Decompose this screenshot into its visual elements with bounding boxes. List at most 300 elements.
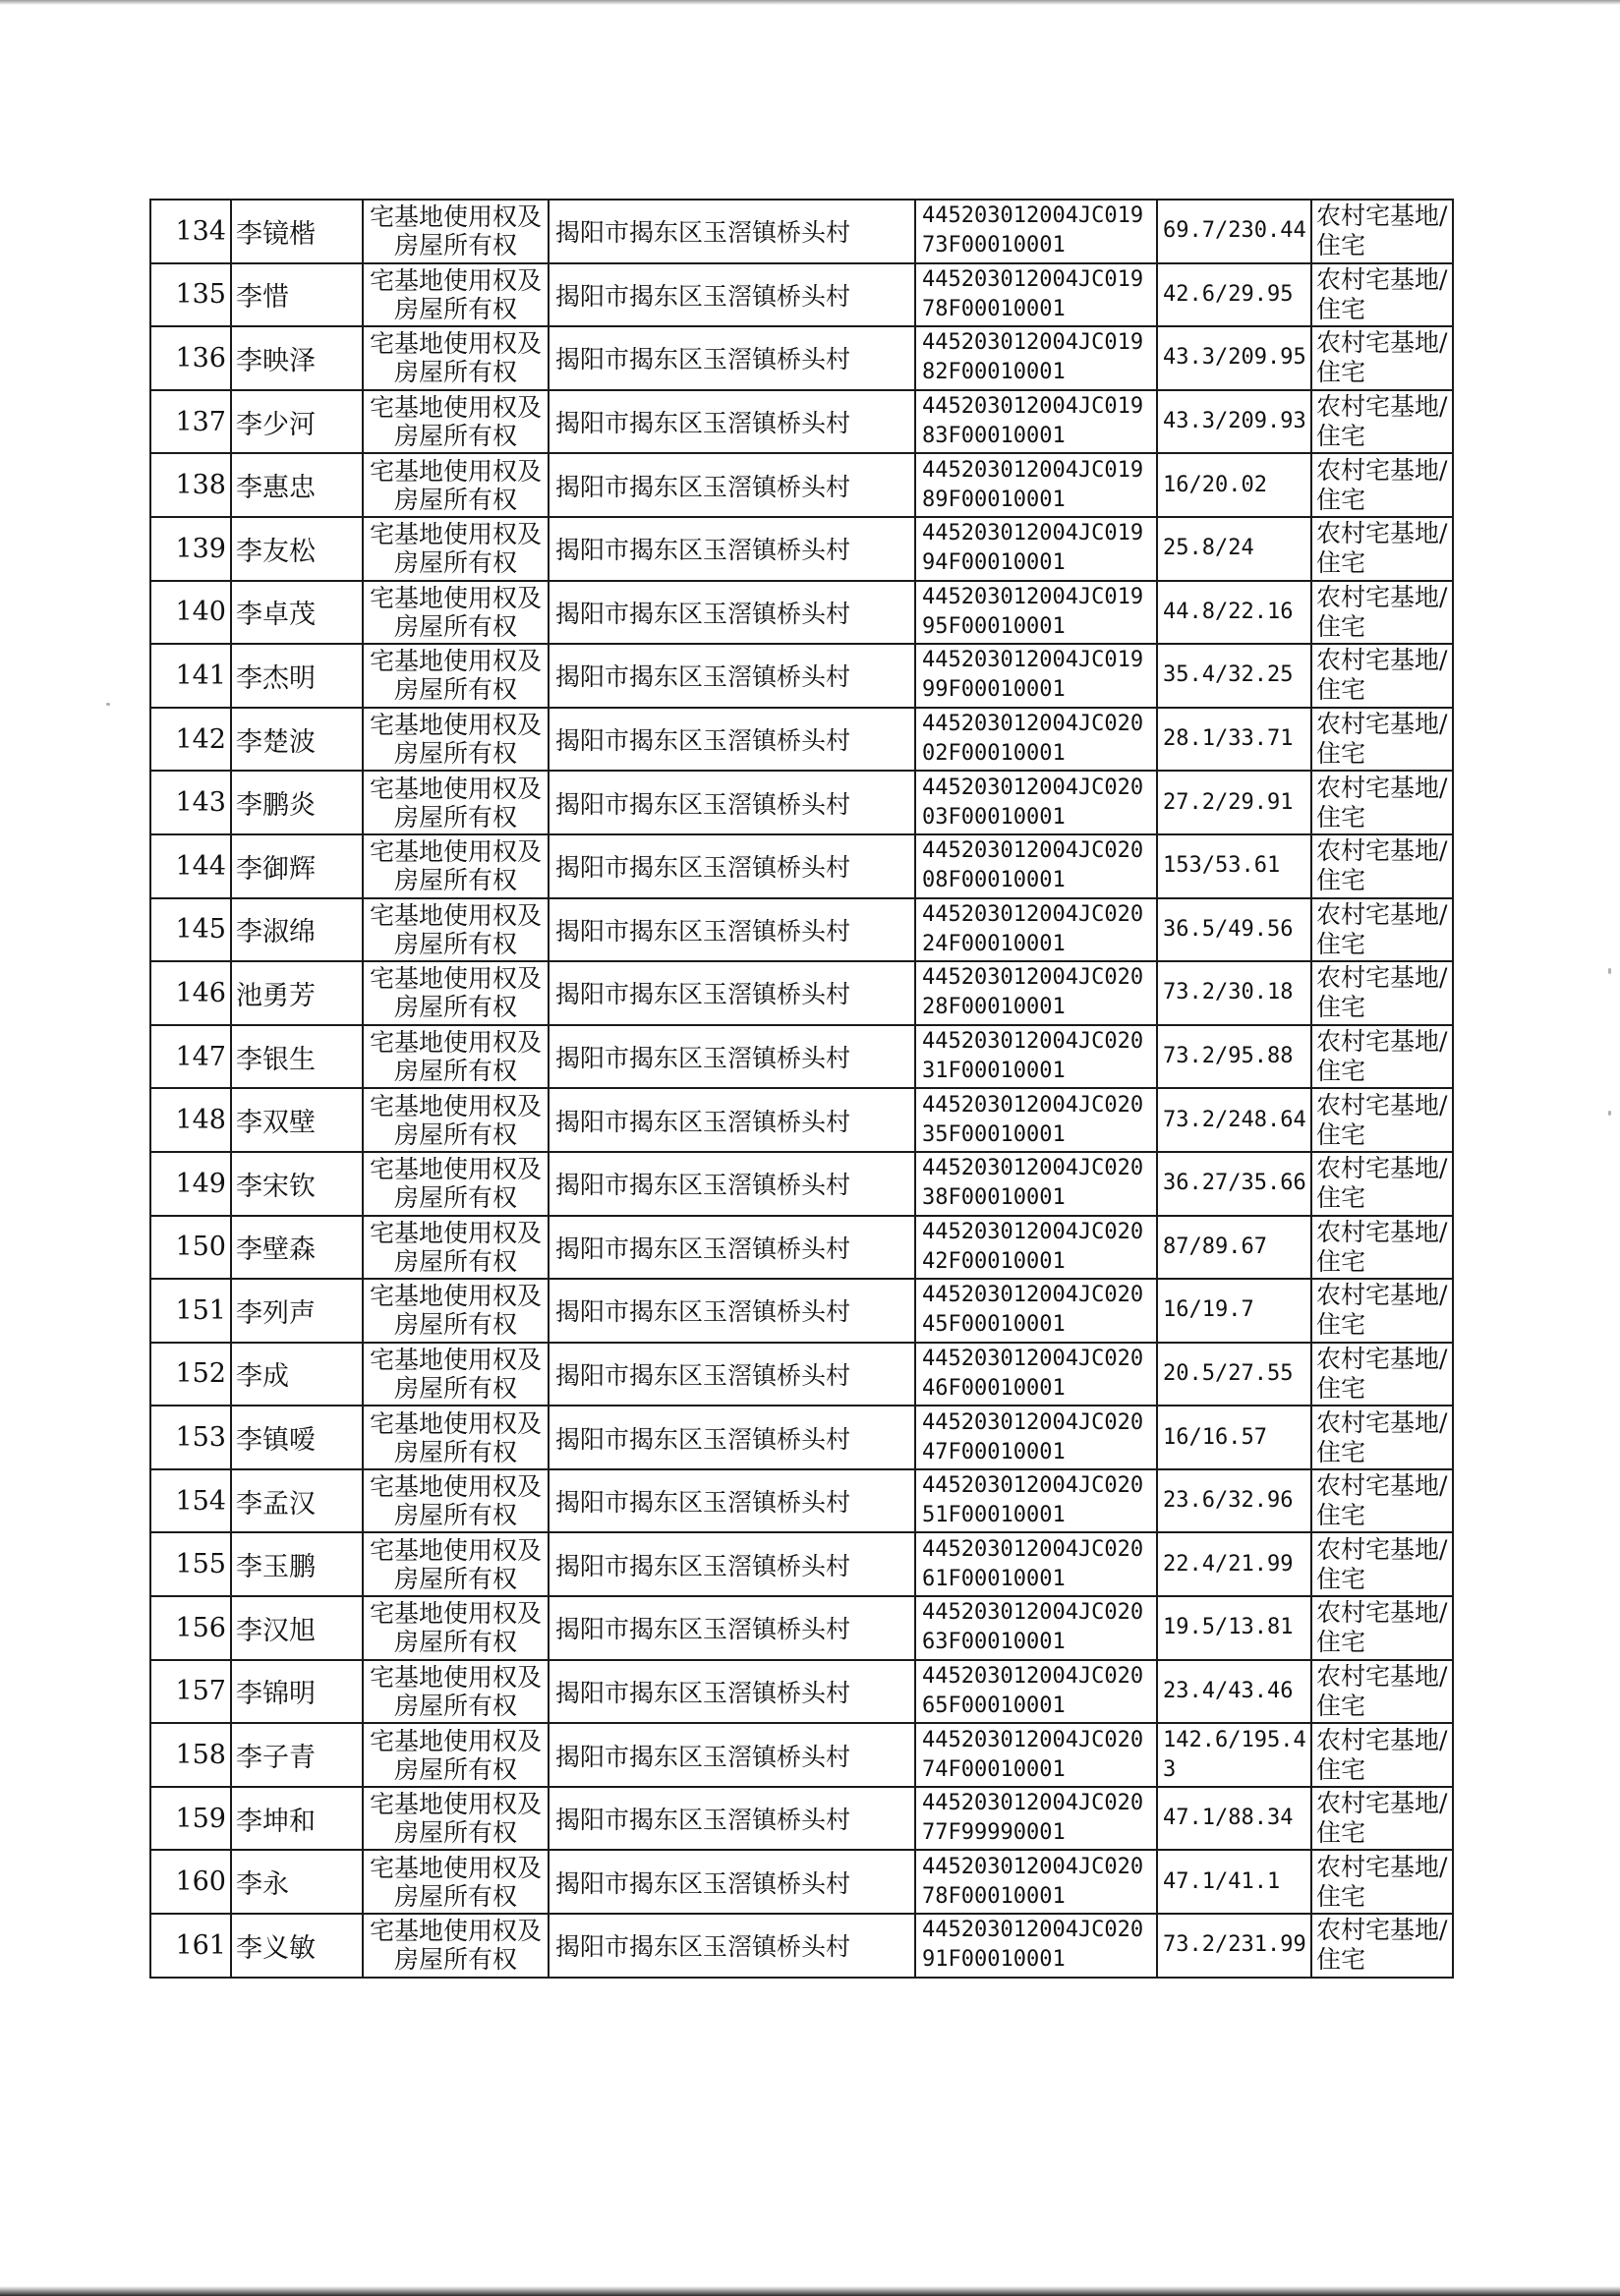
unit-number: 445203012004JC02042F00010001 bbox=[922, 1219, 1144, 1274]
table-row bbox=[150, 1279, 1453, 1343]
row-index: 135 bbox=[175, 279, 226, 311]
table-row bbox=[150, 1850, 1453, 1914]
right-type: 宅基地使用权及房屋所有权 bbox=[369, 1853, 542, 1911]
unit-number: 445203012004JC02078F00010001 bbox=[922, 1854, 1144, 1909]
holder-name: 李镇嗳 bbox=[236, 1425, 316, 1457]
area-value: 153/53.61 bbox=[1163, 853, 1281, 879]
table-row bbox=[150, 1025, 1453, 1089]
land-use: 农村宅基地/住宅 bbox=[1316, 1534, 1448, 1593]
holder-name-cell bbox=[231, 1850, 363, 1914]
row-index: 134 bbox=[175, 215, 226, 247]
property-location-cell bbox=[549, 1660, 915, 1724]
holder-name-cell bbox=[231, 1532, 363, 1596]
row-index: 136 bbox=[175, 342, 226, 373]
holder-name-cell bbox=[231, 771, 363, 834]
holder-name-cell bbox=[231, 1025, 363, 1089]
unit-number: 445203012004JC01995F00010001 bbox=[922, 584, 1144, 639]
land-use: 农村宅基地/住宅 bbox=[1316, 1725, 1448, 1784]
holder-name: 李友松 bbox=[236, 536, 316, 567]
table-row bbox=[150, 898, 1453, 962]
unit-number-cell bbox=[915, 1660, 1157, 1724]
land-use: 农村宅基地/住宅 bbox=[1316, 1217, 1448, 1276]
scan-edge-bottom bbox=[0, 2286, 1620, 2296]
unit-number: 445203012004JC01973F00010001 bbox=[922, 203, 1144, 258]
table-row bbox=[150, 1406, 1453, 1469]
area-value-cell bbox=[1157, 961, 1311, 1025]
property-location: 揭阳市揭东区玉滘镇桥头村 bbox=[555, 1424, 851, 1454]
right-type: 宅基地使用权及房屋所有权 bbox=[369, 583, 542, 641]
row-index-cell bbox=[150, 1660, 231, 1724]
unit-number: 445203012004JC02065F00010001 bbox=[922, 1663, 1144, 1718]
right-type: 宅基地使用权及房屋所有权 bbox=[369, 202, 542, 260]
holder-name: 李孟汉 bbox=[236, 1488, 316, 1520]
holder-name-cell bbox=[231, 263, 363, 327]
table-row bbox=[150, 1787, 1453, 1851]
holder-name-cell bbox=[231, 1660, 363, 1724]
holder-name: 李杰明 bbox=[236, 662, 316, 694]
row-index: 153 bbox=[175, 1422, 226, 1454]
property-location: 揭阳市揭东区玉滘镇桥头村 bbox=[555, 1932, 851, 1962]
area-value-cell bbox=[1157, 1723, 1311, 1787]
area-value: 142.6/195.43 bbox=[1163, 1727, 1306, 1782]
land-use-cell bbox=[1311, 834, 1453, 898]
row-index: 160 bbox=[175, 1866, 226, 1898]
table-row bbox=[150, 771, 1453, 834]
row-index: 145 bbox=[175, 914, 226, 946]
area-value: 69.7/230.44 bbox=[1163, 218, 1306, 244]
table-row bbox=[150, 1152, 1453, 1216]
right-type-cell bbox=[363, 1850, 549, 1914]
area-value: 36.27/35.66 bbox=[1163, 1171, 1306, 1196]
row-index-cell bbox=[150, 326, 231, 390]
property-location-cell bbox=[549, 771, 915, 834]
row-index-cell bbox=[150, 1723, 231, 1787]
unit-number-cell bbox=[915, 200, 1157, 263]
land-use: 农村宅基地/住宅 bbox=[1316, 899, 1448, 958]
right-type: 宅基地使用权及房屋所有权 bbox=[369, 393, 542, 451]
property-location: 揭阳市揭东区玉滘镇桥头村 bbox=[555, 599, 851, 628]
holder-name-cell bbox=[231, 708, 363, 772]
holder-name-cell bbox=[231, 453, 363, 517]
unit-number-cell bbox=[915, 1406, 1157, 1469]
unit-number-cell bbox=[915, 581, 1157, 645]
row-index: 137 bbox=[175, 406, 226, 437]
unit-number-cell bbox=[915, 1216, 1157, 1280]
right-type-cell bbox=[363, 1787, 549, 1851]
row-index-cell bbox=[150, 1787, 231, 1851]
row-index-cell bbox=[150, 1152, 231, 1216]
land-use-cell bbox=[1311, 1469, 1453, 1533]
right-type: 宅基地使用权及房屋所有权 bbox=[369, 1091, 542, 1149]
property-location-cell bbox=[549, 961, 915, 1025]
holder-name: 李淑绵 bbox=[236, 917, 316, 948]
property-location-cell bbox=[549, 708, 915, 772]
area-value-cell bbox=[1157, 326, 1311, 390]
holder-name: 李义敏 bbox=[236, 1932, 316, 1964]
property-location-cell bbox=[549, 1088, 915, 1152]
right-type: 宅基地使用权及房屋所有权 bbox=[369, 456, 542, 514]
row-index: 139 bbox=[175, 533, 226, 564]
holder-name: 李锦明 bbox=[236, 1679, 316, 1710]
unit-number: 445203012004JC01994F00010001 bbox=[922, 521, 1144, 576]
unit-number: 445203012004JC01999F00010001 bbox=[922, 648, 1144, 703]
holder-name-cell bbox=[231, 390, 363, 454]
property-location: 揭阳市揭东区玉滘镇桥头村 bbox=[555, 409, 851, 438]
unit-number: 445203012004JC02046F00010001 bbox=[922, 1346, 1144, 1401]
unit-number: 445203012004JC02091F00010001 bbox=[922, 1918, 1144, 1973]
property-location: 揭阳市揭东区玉滘镇桥头村 bbox=[555, 536, 851, 565]
property-location: 揭阳市揭东区玉滘镇桥头村 bbox=[555, 1806, 851, 1835]
holder-name-cell bbox=[231, 1152, 363, 1216]
row-index-cell bbox=[150, 581, 231, 645]
holder-name-cell bbox=[231, 1914, 363, 1978]
land-use-cell bbox=[1311, 771, 1453, 834]
property-location-cell bbox=[549, 390, 915, 454]
registration-table bbox=[149, 199, 1454, 1979]
property-location: 揭阳市揭东区玉滘镇桥头村 bbox=[555, 1360, 851, 1390]
land-use-cell bbox=[1311, 1343, 1453, 1406]
property-location-cell bbox=[549, 453, 915, 517]
right-type-cell bbox=[363, 1723, 549, 1787]
row-index-cell bbox=[150, 1279, 231, 1343]
holder-name-cell bbox=[231, 581, 363, 645]
land-use-cell bbox=[1311, 1088, 1453, 1152]
property-location: 揭阳市揭东区玉滘镇桥头村 bbox=[555, 1044, 851, 1073]
holder-name-cell bbox=[231, 326, 363, 390]
holder-name: 李玉鹏 bbox=[236, 1552, 316, 1583]
right-type: 宅基地使用权及房屋所有权 bbox=[369, 1726, 542, 1784]
land-use-cell bbox=[1311, 1660, 1453, 1724]
table-row bbox=[150, 1216, 1453, 1280]
row-index-cell bbox=[150, 1216, 231, 1280]
property-location-cell bbox=[549, 517, 915, 581]
land-use-cell bbox=[1311, 898, 1453, 962]
unit-number: 445203012004JC02074F00010001 bbox=[922, 1727, 1144, 1782]
unit-number-cell bbox=[915, 1914, 1157, 1978]
holder-name-cell bbox=[231, 834, 363, 898]
area-value-cell bbox=[1157, 200, 1311, 263]
row-index-cell bbox=[150, 1469, 231, 1533]
property-location-cell bbox=[549, 1787, 915, 1851]
land-use-cell bbox=[1311, 263, 1453, 327]
property-location: 揭阳市揭东区玉滘镇桥头村 bbox=[555, 1678, 851, 1707]
holder-name-cell bbox=[231, 517, 363, 581]
area-value: 25.8/24 bbox=[1163, 536, 1254, 561]
land-use: 农村宅基地/住宅 bbox=[1316, 1471, 1448, 1530]
row-index: 157 bbox=[175, 1676, 226, 1707]
right-type: 宅基地使用权及房屋所有权 bbox=[369, 1155, 542, 1213]
right-type-cell bbox=[363, 644, 549, 708]
land-use-cell bbox=[1311, 1216, 1453, 1280]
property-location-cell bbox=[549, 1596, 915, 1660]
row-index: 151 bbox=[175, 1294, 226, 1326]
scan-edge-top bbox=[0, 0, 1620, 5]
row-index-cell bbox=[150, 771, 231, 834]
area-value: 47.1/88.34 bbox=[1163, 1806, 1294, 1831]
right-type: 宅基地使用权及房屋所有权 bbox=[369, 520, 542, 578]
area-value: 36.5/49.56 bbox=[1163, 916, 1294, 942]
land-use-cell bbox=[1311, 1723, 1453, 1787]
property-location: 揭阳市揭东区玉滘镇桥头村 bbox=[555, 1234, 851, 1263]
area-value-cell bbox=[1157, 1152, 1311, 1216]
right-type-cell bbox=[363, 1152, 549, 1216]
table-row bbox=[150, 1660, 1453, 1724]
unit-number-cell bbox=[915, 1787, 1157, 1851]
right-type-cell bbox=[363, 581, 549, 645]
unit-number: 445203012004JC02003F00010001 bbox=[922, 775, 1144, 830]
holder-name-cell bbox=[231, 1787, 363, 1851]
area-value-cell bbox=[1157, 1914, 1311, 1978]
row-index-cell bbox=[150, 1850, 231, 1914]
property-location-cell bbox=[549, 1343, 915, 1406]
holder-name: 李子青 bbox=[236, 1743, 316, 1774]
area-value-cell bbox=[1157, 263, 1311, 327]
property-location-cell bbox=[549, 200, 915, 263]
unit-number-cell bbox=[915, 326, 1157, 390]
land-use-cell bbox=[1311, 200, 1453, 263]
right-type-cell bbox=[363, 390, 549, 454]
right-type-cell bbox=[363, 1088, 549, 1152]
land-use: 农村宅基地/住宅 bbox=[1316, 519, 1448, 578]
area-value-cell bbox=[1157, 1279, 1311, 1343]
holder-name-cell bbox=[231, 1596, 363, 1660]
row-index-cell bbox=[150, 200, 231, 263]
row-index-cell bbox=[150, 1343, 231, 1406]
row-index-cell bbox=[150, 834, 231, 898]
holder-name-cell bbox=[231, 961, 363, 1025]
scan-speck bbox=[1608, 968, 1611, 974]
area-value: 73.2/231.99 bbox=[1163, 1932, 1306, 1958]
land-use-cell bbox=[1311, 453, 1453, 517]
table-row bbox=[150, 263, 1453, 327]
row-index-cell bbox=[150, 390, 231, 454]
holder-name: 李汉旭 bbox=[236, 1615, 316, 1646]
area-value-cell bbox=[1157, 1343, 1311, 1406]
unit-number-cell bbox=[915, 1152, 1157, 1216]
unit-number-cell bbox=[915, 1850, 1157, 1914]
table-row bbox=[150, 517, 1453, 581]
right-type-cell bbox=[363, 1469, 549, 1533]
unit-number-cell bbox=[915, 644, 1157, 708]
right-type: 宅基地使用权及房屋所有权 bbox=[369, 1599, 542, 1657]
unit-number: 445203012004JC01978F00010001 bbox=[922, 266, 1144, 321]
holder-name-cell bbox=[231, 898, 363, 962]
right-type: 宅基地使用权及房屋所有权 bbox=[369, 1345, 542, 1403]
area-value-cell bbox=[1157, 771, 1311, 834]
unit-number-cell bbox=[915, 834, 1157, 898]
property-location: 揭阳市揭东区玉滘镇桥头村 bbox=[555, 916, 851, 946]
area-value: 43.3/209.93 bbox=[1163, 409, 1306, 434]
row-index: 142 bbox=[175, 723, 226, 755]
property-location: 揭阳市揭东区玉滘镇桥头村 bbox=[555, 726, 851, 756]
row-index-cell bbox=[150, 453, 231, 517]
property-location: 揭阳市揭东区玉滘镇桥头村 bbox=[555, 1742, 851, 1771]
right-type-cell bbox=[363, 326, 549, 390]
land-use-cell bbox=[1311, 1025, 1453, 1089]
land-use: 农村宅基地/住宅 bbox=[1316, 392, 1448, 451]
area-value-cell bbox=[1157, 1406, 1311, 1469]
property-location: 揭阳市揭东区玉滘镇桥头村 bbox=[555, 281, 851, 311]
unit-number: 445203012004JC02061F00010001 bbox=[922, 1536, 1144, 1591]
area-value: 47.1/41.1 bbox=[1163, 1868, 1281, 1894]
land-use: 农村宅基地/住宅 bbox=[1316, 646, 1448, 705]
unit-number-cell bbox=[915, 517, 1157, 581]
unit-number-cell bbox=[915, 1025, 1157, 1089]
area-value-cell bbox=[1157, 390, 1311, 454]
land-use: 农村宅基地/住宅 bbox=[1316, 1344, 1448, 1403]
right-type-cell bbox=[363, 517, 549, 581]
table-row bbox=[150, 1914, 1453, 1978]
row-index: 155 bbox=[175, 1549, 226, 1580]
table-row bbox=[150, 1088, 1453, 1152]
area-value: 16/19.7 bbox=[1163, 1297, 1254, 1323]
area-value-cell bbox=[1157, 1025, 1311, 1089]
unit-number-cell bbox=[915, 1343, 1157, 1406]
row-index-cell bbox=[150, 517, 231, 581]
property-location-cell bbox=[549, 1850, 915, 1914]
right-type: 宅基地使用权及房屋所有权 bbox=[369, 1662, 542, 1720]
holder-name: 李惠忠 bbox=[236, 473, 316, 504]
row-index: 159 bbox=[175, 1803, 226, 1834]
right-type-cell bbox=[363, 1406, 549, 1469]
area-value-cell bbox=[1157, 581, 1311, 645]
property-location-cell bbox=[549, 1025, 915, 1089]
holder-name: 李宋钦 bbox=[236, 1171, 316, 1202]
right-type: 宅基地使用权及房屋所有权 bbox=[369, 647, 542, 705]
property-location: 揭阳市揭东区玉滘镇桥头村 bbox=[555, 1488, 851, 1518]
right-type-cell bbox=[363, 200, 549, 263]
area-value-cell bbox=[1157, 1469, 1311, 1533]
row-index-cell bbox=[150, 898, 231, 962]
property-location: 揭阳市揭东区玉滘镇桥头村 bbox=[555, 1615, 851, 1644]
land-use-cell bbox=[1311, 961, 1453, 1025]
area-value-cell bbox=[1157, 644, 1311, 708]
unit-number: 445203012004JC02024F00010001 bbox=[922, 901, 1144, 956]
property-location-cell bbox=[549, 1152, 915, 1216]
property-location: 揭阳市揭东区玉滘镇桥头村 bbox=[555, 1868, 851, 1898]
unit-number-cell bbox=[915, 1596, 1157, 1660]
row-index-cell bbox=[150, 1406, 231, 1469]
unit-number: 445203012004JC02045F00010001 bbox=[922, 1283, 1144, 1338]
land-use: 农村宅基地/住宅 bbox=[1316, 1789, 1448, 1848]
table-row bbox=[150, 708, 1453, 772]
right-type-cell bbox=[363, 1343, 549, 1406]
land-use: 农村宅基地/住宅 bbox=[1316, 1407, 1448, 1466]
land-use: 农村宅基地/住宅 bbox=[1316, 836, 1448, 895]
land-use-cell bbox=[1311, 1596, 1453, 1660]
row-index: 143 bbox=[175, 787, 226, 819]
property-location-cell bbox=[549, 1216, 915, 1280]
row-index: 158 bbox=[175, 1740, 226, 1771]
area-value: 20.5/27.55 bbox=[1163, 1360, 1294, 1386]
right-type: 宅基地使用权及房屋所有权 bbox=[369, 265, 542, 323]
right-type-cell bbox=[363, 898, 549, 962]
row-index: 140 bbox=[175, 597, 226, 628]
scan-speck bbox=[106, 703, 110, 706]
property-location: 揭阳市揭东区玉滘镇桥头村 bbox=[555, 980, 851, 1009]
row-index-cell bbox=[150, 1088, 231, 1152]
table-row bbox=[150, 644, 1453, 708]
unit-number-cell bbox=[915, 1279, 1157, 1343]
holder-name-cell bbox=[231, 1343, 363, 1406]
right-type: 宅基地使用权及房屋所有权 bbox=[369, 329, 542, 387]
property-location-cell bbox=[549, 1406, 915, 1469]
holder-name: 李鹏炎 bbox=[236, 790, 316, 822]
table-row bbox=[150, 1532, 1453, 1596]
table-row bbox=[150, 326, 1453, 390]
right-type: 宅基地使用权及房屋所有权 bbox=[369, 1790, 542, 1848]
scan-speck bbox=[1608, 1111, 1611, 1116]
holder-name-cell bbox=[231, 1088, 363, 1152]
right-type-cell bbox=[363, 1596, 549, 1660]
row-index: 148 bbox=[175, 1105, 226, 1136]
land-use-cell bbox=[1311, 1279, 1453, 1343]
holder-name: 李卓茂 bbox=[236, 600, 316, 631]
table-row bbox=[150, 1469, 1453, 1533]
row-index: 144 bbox=[175, 850, 226, 882]
land-use: 农村宅基地/住宅 bbox=[1316, 1598, 1448, 1657]
land-use-cell bbox=[1311, 1914, 1453, 1978]
area-value: 73.2/30.18 bbox=[1163, 980, 1294, 1005]
area-value-cell bbox=[1157, 1660, 1311, 1724]
land-use-cell bbox=[1311, 517, 1453, 581]
property-location-cell bbox=[549, 1723, 915, 1787]
land-use-cell bbox=[1311, 708, 1453, 772]
unit-number: 445203012004JC02051F00010001 bbox=[922, 1473, 1144, 1528]
land-use: 农村宅基地/住宅 bbox=[1316, 264, 1448, 323]
land-use: 农村宅基地/住宅 bbox=[1316, 1916, 1448, 1975]
right-type-cell bbox=[363, 263, 549, 327]
row-index: 149 bbox=[175, 1168, 226, 1199]
right-type: 宅基地使用权及房屋所有权 bbox=[369, 1535, 542, 1593]
right-type: 宅基地使用权及房屋所有权 bbox=[369, 1028, 542, 1086]
property-location: 揭阳市揭东区玉滘镇桥头村 bbox=[555, 1171, 851, 1200]
unit-number: 445203012004JC01982F00010001 bbox=[922, 330, 1144, 385]
row-index: 161 bbox=[175, 1929, 226, 1961]
holder-name: 李少河 bbox=[236, 409, 316, 440]
holder-name: 李镜楷 bbox=[236, 218, 316, 250]
land-use-cell bbox=[1311, 1406, 1453, 1469]
holder-name: 李御辉 bbox=[236, 853, 316, 885]
area-value: 23.4/43.46 bbox=[1163, 1678, 1294, 1703]
right-type-cell bbox=[363, 1660, 549, 1724]
area-value: 42.6/29.95 bbox=[1163, 281, 1294, 307]
holder-name-cell bbox=[231, 1279, 363, 1343]
right-type-cell bbox=[363, 453, 549, 517]
area-value-cell bbox=[1157, 1088, 1311, 1152]
right-type-cell bbox=[363, 1914, 549, 1978]
holder-name: 李永 bbox=[236, 1869, 289, 1901]
unit-number: 445203012004JC01983F00010001 bbox=[922, 394, 1144, 449]
right-type-cell bbox=[363, 1532, 549, 1596]
holder-name: 李列声 bbox=[236, 1297, 316, 1329]
property-location: 揭阳市揭东区玉滘镇桥头村 bbox=[555, 853, 851, 883]
area-value: 87/89.67 bbox=[1163, 1234, 1267, 1259]
row-index: 138 bbox=[175, 470, 226, 501]
property-location: 揭阳市揭东区玉滘镇桥头村 bbox=[555, 1297, 851, 1327]
property-location-cell bbox=[549, 1469, 915, 1533]
land-use-cell bbox=[1311, 326, 1453, 390]
land-use: 农村宅基地/住宅 bbox=[1316, 1090, 1448, 1149]
right-type-cell bbox=[363, 708, 549, 772]
land-use: 农村宅基地/住宅 bbox=[1316, 963, 1448, 1022]
table-row bbox=[150, 834, 1453, 898]
land-use-cell bbox=[1311, 1152, 1453, 1216]
property-location-cell bbox=[549, 644, 915, 708]
property-location: 揭阳市揭东区玉滘镇桥头村 bbox=[555, 472, 851, 501]
holder-name-cell bbox=[231, 1216, 363, 1280]
holder-name: 李惜 bbox=[236, 282, 289, 314]
